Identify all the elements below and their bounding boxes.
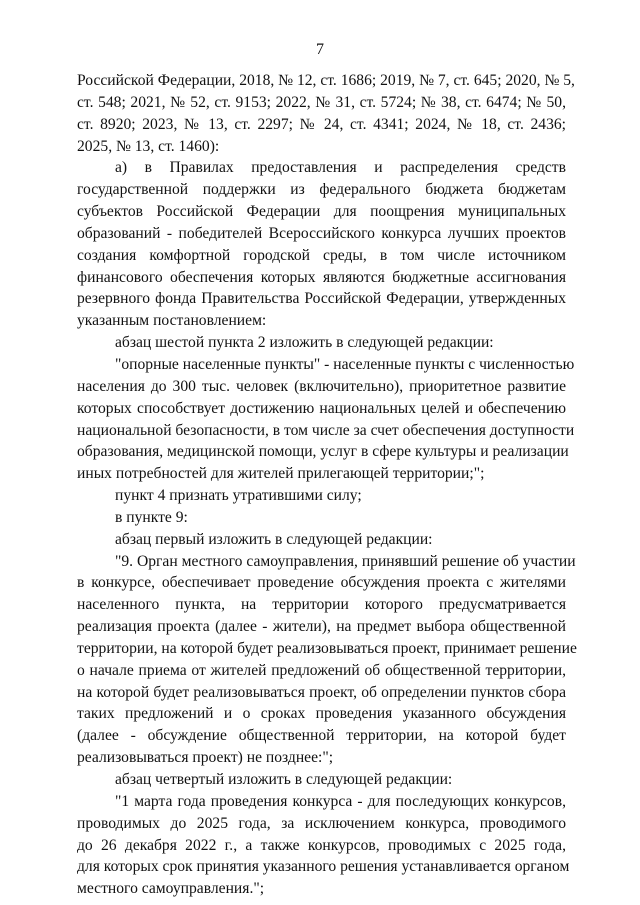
text-line: 2025, № 13, ст. 1460): [77, 137, 220, 155]
text-line: в пункте 9: [115, 508, 188, 526]
text-line: пункт 4 признать утратившими силу; [115, 487, 362, 505]
text-line: на которой будет реализовываться проект, об определении пунктов сбора [77, 683, 566, 701]
text-line: Российской Федерации, 2018, № 12, ст. 1686; 2019, № 7, ст. 645; 2020, № 5, [77, 72, 575, 89]
text-line: образования, медицинской помощи, услуг в сфере культуры и реализации [77, 443, 569, 461]
text-line: населенного пункта, на территории которого предусматривается [77, 596, 566, 614]
text-line: создания комфортной городской среды, в том числе источником [77, 246, 566, 264]
text-line: абзац шестой пункта 2 изложить в следующей редакции: [115, 334, 494, 352]
text-line: реализация проекта (далее - жители), на предмет выбора общественной [77, 618, 566, 636]
text-line: о начале приема от жителей предложений об общественной территории, [77, 661, 566, 679]
text-line: которых способствует достижению национальных целей и обеспечению [77, 399, 566, 417]
document-body [77, 70, 577, 900]
text-line: проводимых до 2025 года, за исключением конкурса, проводимого [77, 814, 566, 832]
text-line: а) в Правилах предоставления и распределения средств [115, 159, 566, 177]
text-line: "9. Орган местного самоуправления, принявший решение об участии [115, 552, 576, 570]
page-number: 7 [316, 41, 324, 58]
text-line: образований - победителей Всероссийского конкурса лучших проектов [77, 224, 566, 242]
text-line: финансового обеспечения которых являются бюджетные ассигнования [77, 268, 566, 286]
text-line: для которых срок принятия указанного решения устанавливается органом [77, 858, 570, 876]
text-line: до 26 декабря 2022 г., а также конкурсов, проводимых с 2025 года, [77, 836, 566, 854]
text-line: иных потребностей для жителей прилегающей территории;"; [77, 465, 485, 483]
text-line: резервного фонда Правительства Российской Федерации, утвержденных [77, 290, 566, 308]
text-line: субъектов Российской Федерации для поощрения муниципальных [77, 203, 566, 221]
text-line: абзац четвертый изложить в следующей редакции: [115, 771, 453, 788]
text-line: в конкурсе, обеспечивает проведение обсуждения проекта с жителями [77, 574, 566, 592]
text-line: местного самоуправления."; [77, 880, 265, 898]
text-line: реализовываться проект) не позднее:"; [77, 749, 334, 767]
text-line: национальной безопасности, в том числе за счет обеспечения доступности [77, 421, 575, 439]
text-line: населения до 300 тыс. человек (включительно), приоритетное развитие [77, 377, 566, 395]
text-line: ст. 548; 2021, № 52, ст. 9153; 2022, № 31, ст. 5724; № 38, ст. 6474; № 50, [77, 93, 566, 111]
text-line: "1 марта года проведения конкурса - для последующих конкурсов, [115, 792, 566, 810]
text-line: "опорные населенные пункты" - населенные пункты с численностью [115, 355, 575, 373]
text-line: (далее - обсуждение общественной территории, на которой будет [77, 727, 566, 745]
text-line: ст. 8920; 2023, № 13, ст. 2297; № 24, ст. 4341; 2024, № 18, ст. 2436; [77, 115, 566, 133]
text-line: территории, на которой будет реализовываться проект, принимает решение [77, 639, 577, 657]
text-line: абзац первый изложить в следующей редакции: [115, 530, 433, 548]
text-line: указанным постановлением: [77, 312, 267, 330]
text-line: государственной поддержки из федерального бюджета бюджетам [77, 181, 566, 199]
text-line: таких предложений и о сроках проведения указанного обсуждения [77, 705, 566, 723]
